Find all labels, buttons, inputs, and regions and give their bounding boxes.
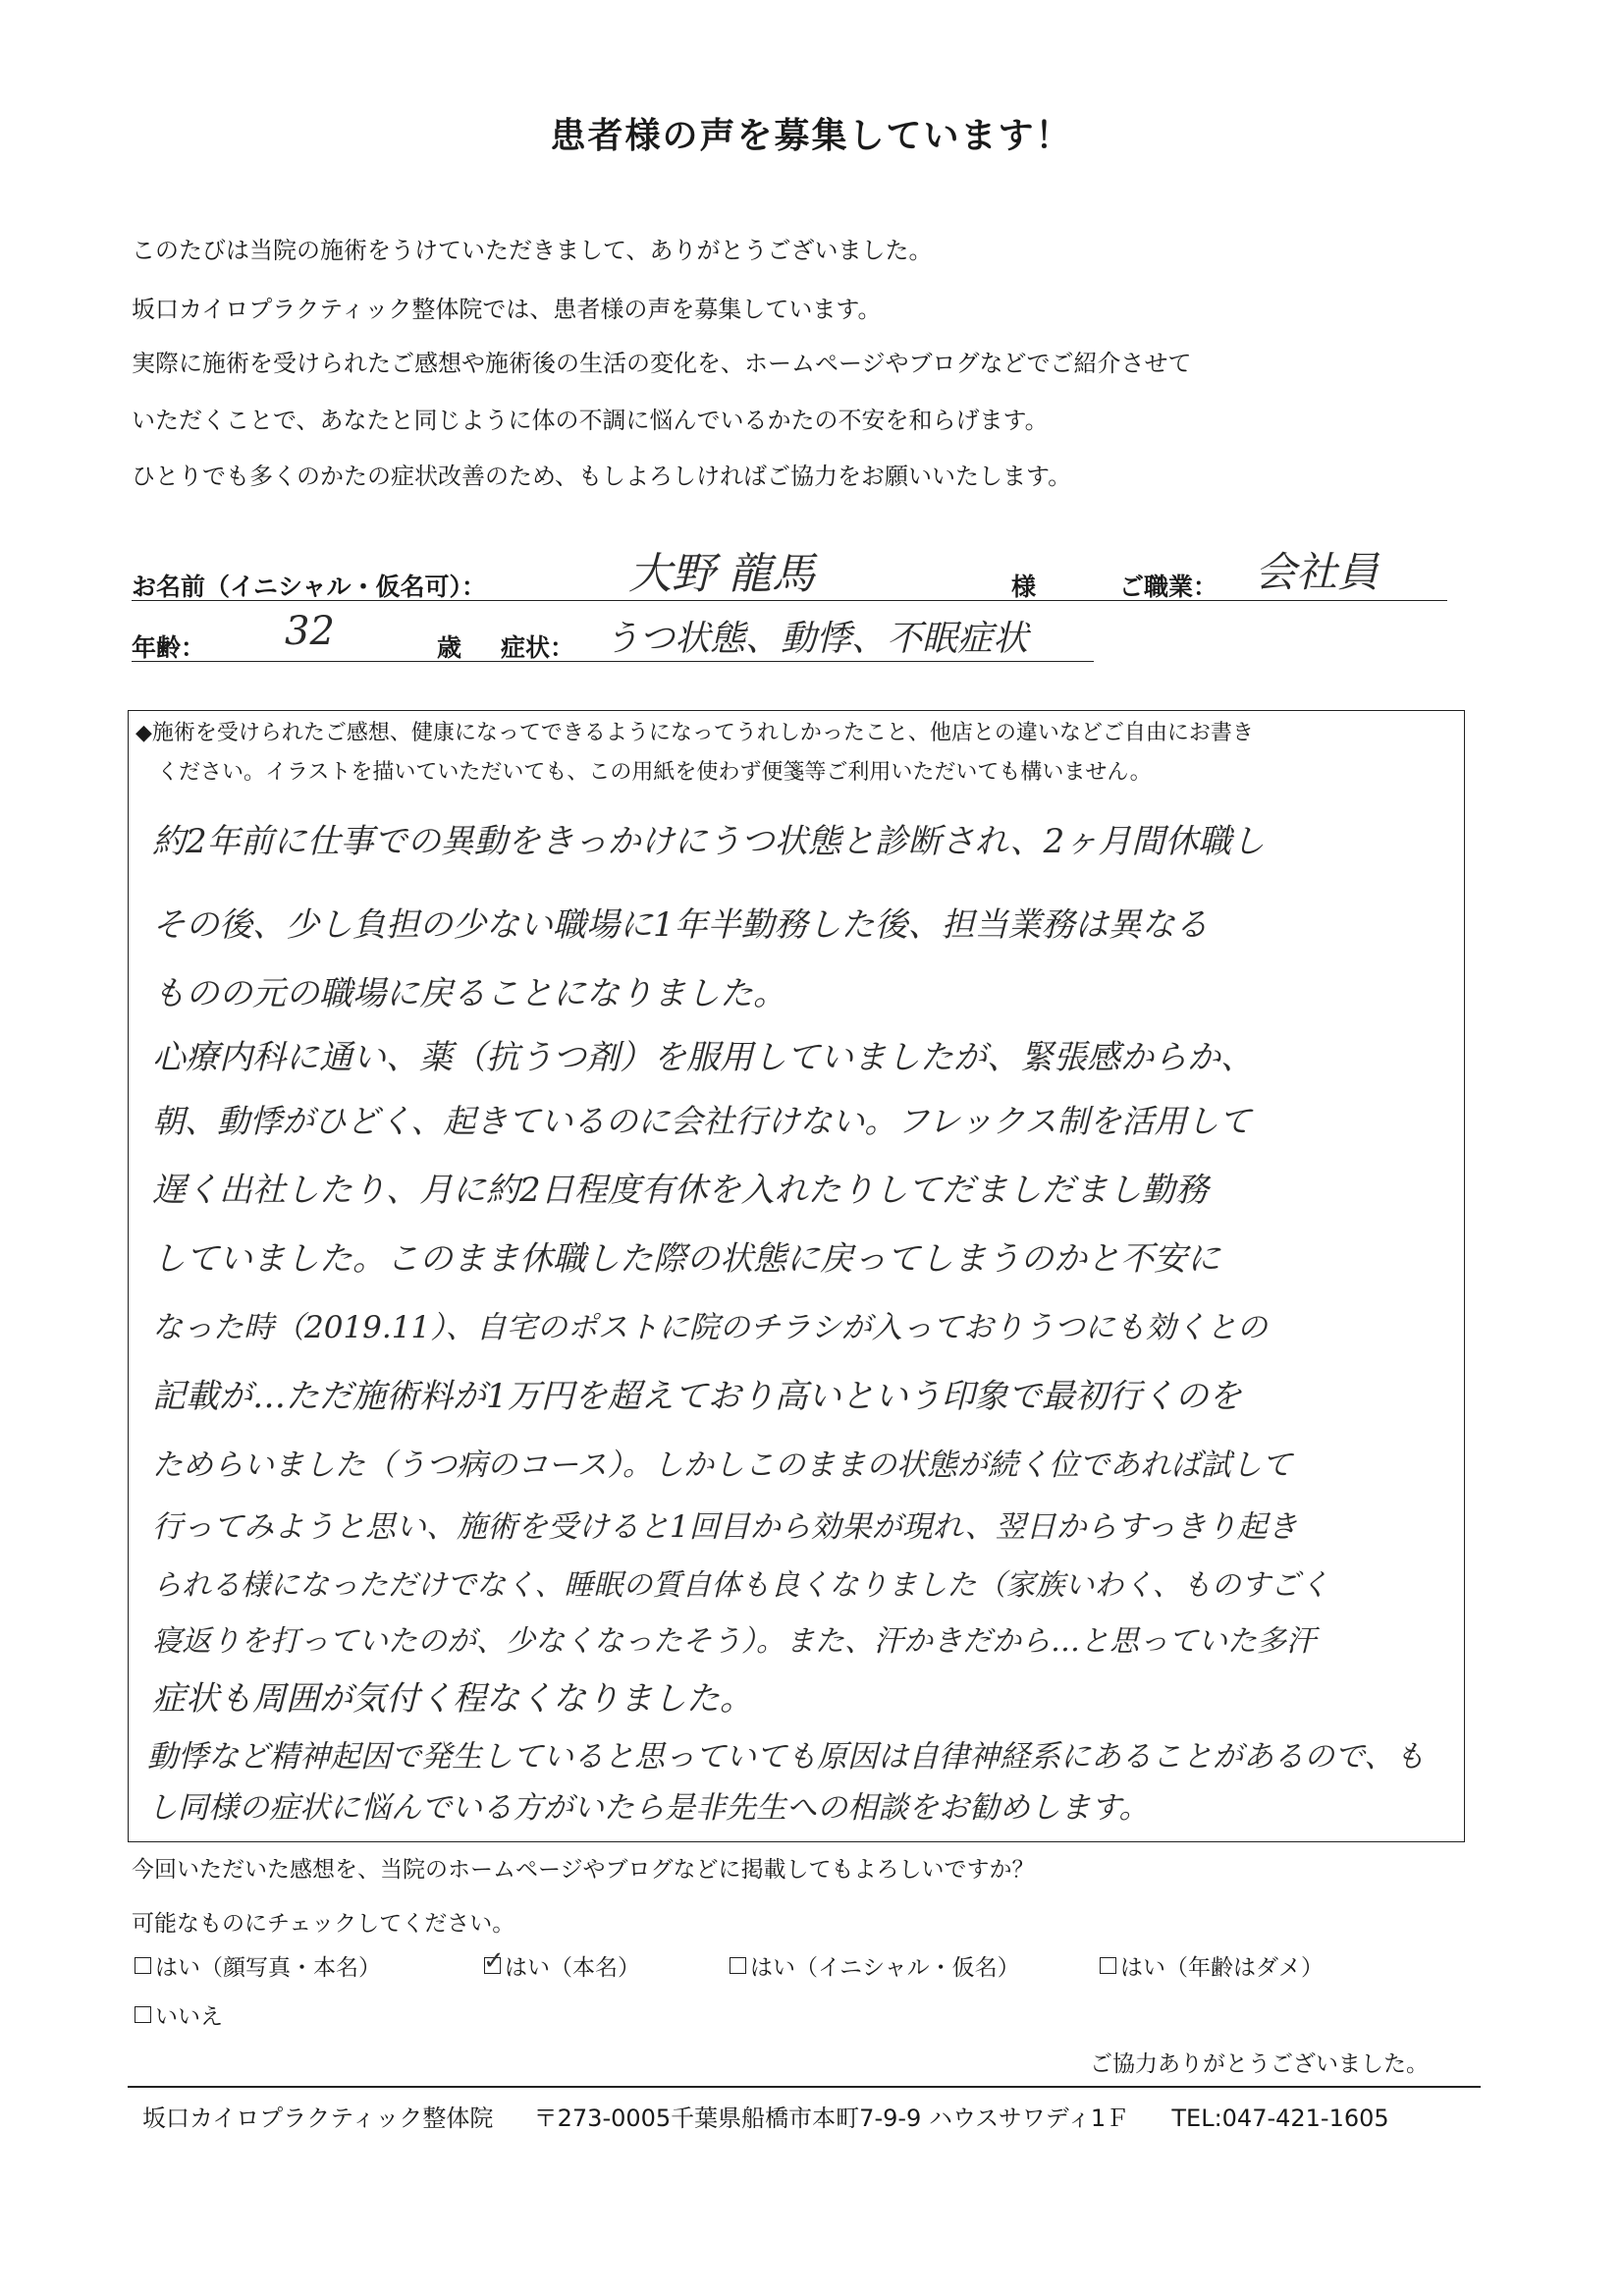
symptom-underline [132, 661, 1094, 662]
job-value: 会社員 [1255, 548, 1380, 596]
name-label: お名前（イニシャル・仮名可）： [132, 573, 487, 601]
age-value: 32 [285, 609, 335, 654]
comment-line: していました。このまま休職した際の状態に戻ってしまうのかと不安に [152, 1239, 1220, 1279]
footer [142, 2099, 1389, 2133]
consent-option[interactable]: ✓ はい（本名） [484, 1949, 640, 1982]
footer-address: 〒273-0005千葉県船橋市本町7-9-9 ハウスサワディ1Ｆ [533, 2105, 1130, 2132]
page-title: 患者様の声を募集しています！ [550, 116, 1073, 156]
intro-line: いただくことで、あなたと同じように体の不調に悩んでいるかたの不安を和らげます。 [132, 407, 1049, 434]
comment-line: 約2年前に仕事での異動をきっかけにうつ状態と診断され、2ヶ月間休職し [152, 822, 1266, 861]
comment-line: られる様になっただけでなく、睡眠の質自体も良くなりました（家族いわく、ものすごく [152, 1568, 1329, 1603]
intro-line: ひとりでも多くのかたの症状改善のため、もしよろしければご協力をお願いいたします。 [132, 463, 1072, 490]
comment-line: 遅く出社したり、月に約2日程度有休を入れたりしてだましだまし勤務 [152, 1171, 1209, 1210]
checkbox[interactable] [730, 1957, 746, 1974]
checkbox[interactable] [135, 2006, 151, 2023]
comment-line: 動悸など精神起因で発生していると思っていても原因は自律神経系にあることがあるので、もし同様の症状に悩んでいる方がいたら是非先生への相談をお勧めします。 [147, 1739, 1426, 1826]
comment-prompt: ください。イラストを描いていただいても、この用紙を使わず便箋等ご利用いただいても構いません。 [157, 760, 1152, 785]
consent-option[interactable]: はい（顔写真・本名） [135, 1949, 381, 1982]
footer-clinic: 坂口カイロプラクティック整体院 [142, 2105, 494, 2132]
intro-line: このたびは当院の施術をうけていただきまして、ありがとうございました。 [132, 237, 933, 264]
name-value: 大野 龍馬 [628, 549, 815, 599]
comment-line: 心療内科に通い、薬（抗うつ剤）を服用していましたが、緊張感からか、 [152, 1038, 1254, 1077]
comment-line: 行ってみようと思い、施術を受けると1回目から効果が現れ、翌日からすっきり起き [152, 1509, 1298, 1545]
consent-option[interactable]: はい（年齢はダメ） [1100, 1949, 1324, 1982]
symptom-label: 症状： [501, 633, 575, 662]
comment-line: 寝返りを打っていたのが、少なくなったそう）。また、汗かきだから…と思っていた多汗 [152, 1624, 1316, 1659]
checkbox[interactable] [1100, 1957, 1116, 1974]
symptom-value: うつ状態、動悸、不眠症状 [604, 619, 1029, 659]
checkbox[interactable] [135, 1957, 151, 1974]
intro-line: 実際に施術を受けられたご感想や施術後の生活の変化を、ホームページやブログなどでご紹介させて [132, 350, 1192, 377]
intro-line: 坂口カイロプラクティック整体院では、患者様の声を募集しています。 [132, 296, 882, 323]
consent-option[interactable]: はい（イニシャル・仮名） [730, 1949, 1020, 1982]
comment-line: その後、少し負担の少ない職場に1年半勤務した後、担当業務は異なる [152, 905, 1209, 945]
comment-line: ためらいました（うつ病のコース）。しかしこのままの状態が続く位であれば試して [152, 1448, 1292, 1483]
footer-tel: TEL:047-421-1605 [1171, 2105, 1389, 2132]
comment-line: ものの元の職場に戻ることになりました。 [152, 974, 786, 1013]
footer-divider [128, 2086, 1481, 2088]
honorific: 様 [1011, 573, 1037, 601]
age-label: 年齢： [132, 633, 206, 662]
thanks-text: ご協力ありがとうございました。 [1090, 2051, 1429, 2077]
consent-option[interactable]: いいえ [135, 1998, 223, 2031]
job-label: ご職業： [1119, 573, 1218, 601]
checkbox-checked[interactable] [484, 1957, 501, 1974]
comment-line: 症状も周囲が気付く程なくなりました。 [152, 1679, 753, 1719]
consent-question: 今回いただいた感想を、当院のホームページやブログなどに掲載してもよろしいですか？ [132, 1857, 1035, 1883]
comment-line: なった時（2019.11）、自宅のポストに院のチラシが入っておりうつにも効くとの [152, 1310, 1268, 1345]
comment-line: 記載が…ただ施術料が1万円を超えており高いという印象で最初行くのを [152, 1377, 1242, 1416]
age-unit: 歳 [437, 633, 462, 662]
consent-instruction: 可能なものにチェックしてください。 [132, 1911, 515, 1937]
comment-line: 朝、動悸がひどく、起きているのに会社行けない。フレックス制を活用して [152, 1102, 1252, 1140]
name-underline [132, 600, 1447, 601]
comment-prompt: ◆施術を受けられたご感想、健康になってできるようになってうれしかったこと、他店との違いなどご自由にお書き [135, 721, 1254, 745]
